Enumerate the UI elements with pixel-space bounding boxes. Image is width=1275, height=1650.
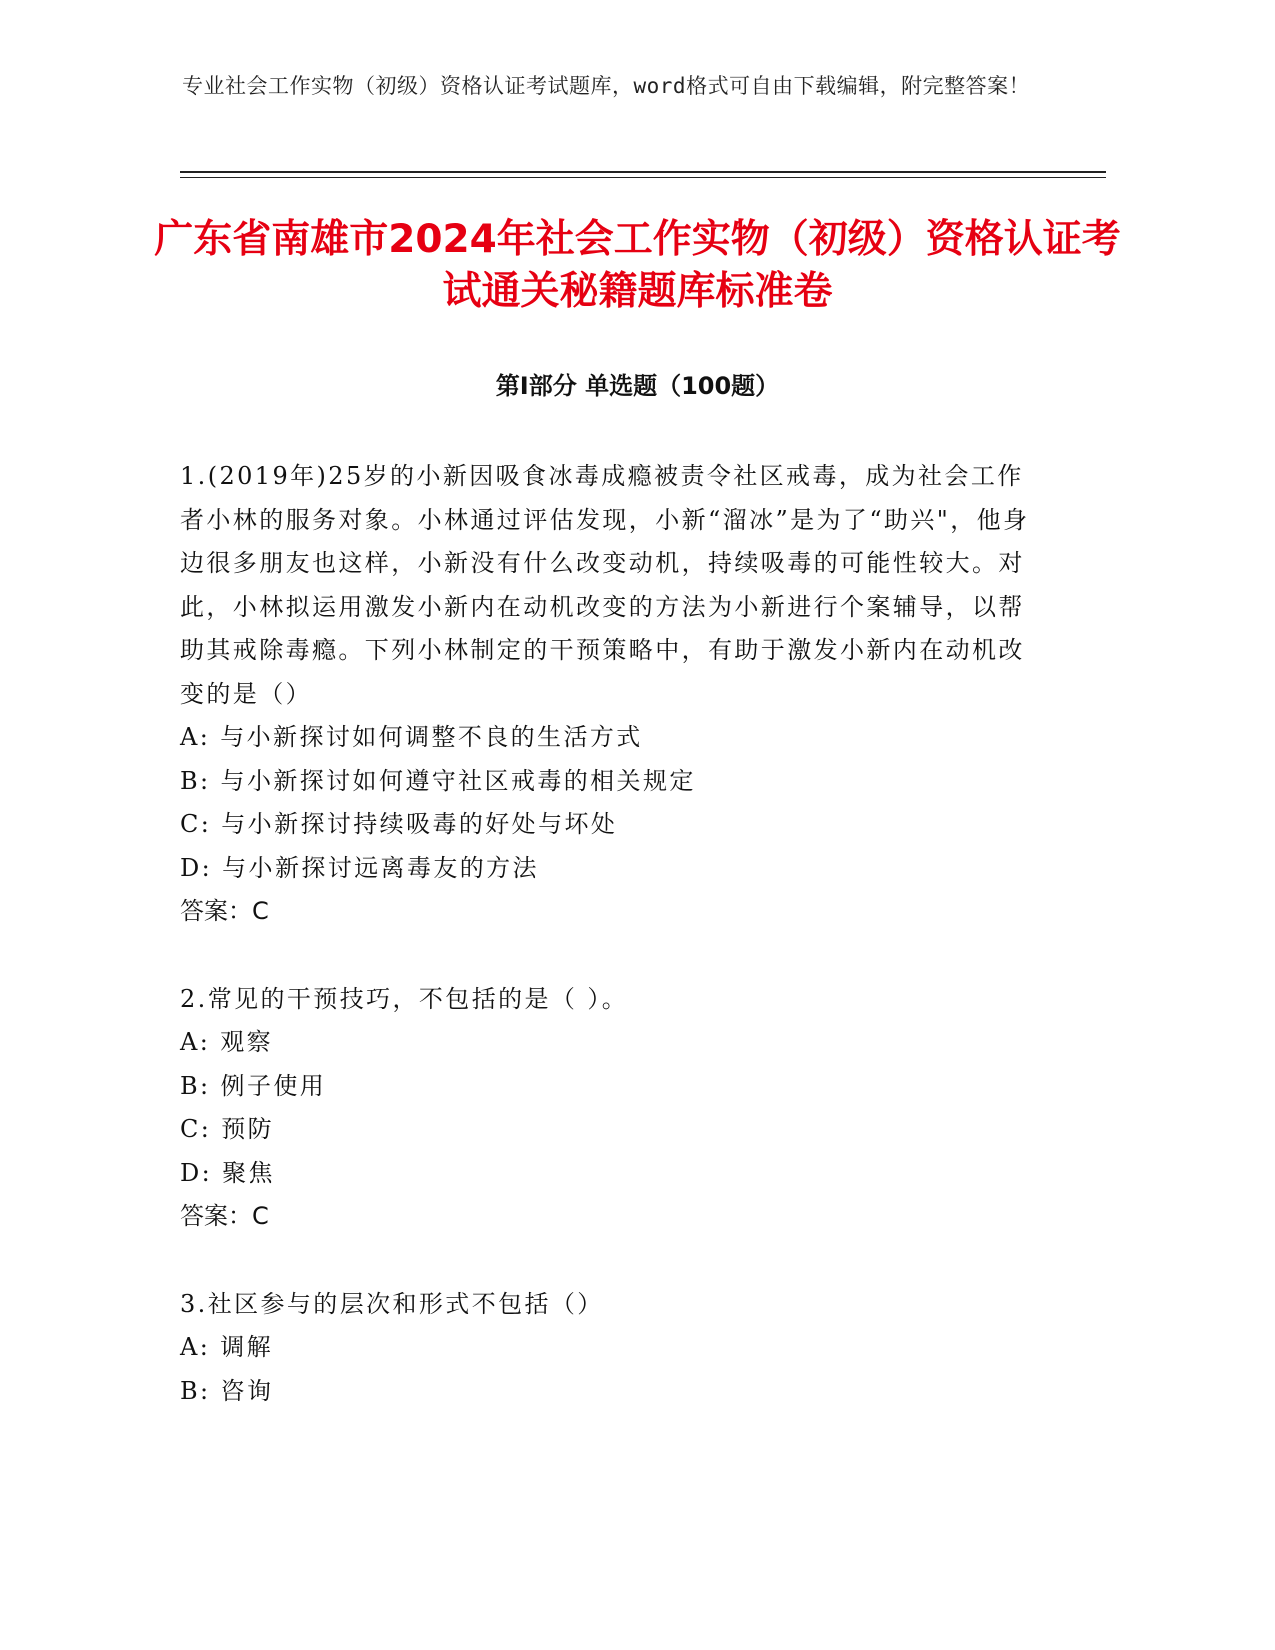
option-a: A: 调解 [180,1333,274,1361]
question-3 [180,1283,1030,1414]
header-divider-thick [180,171,1106,173]
option-a: A: 观察 [180,1028,274,1056]
answer: 答案：C [180,897,269,925]
option-d: D: 与小新探讨远离毒友的方法 [180,853,539,882]
option-d: D: 聚焦 [180,1158,275,1187]
header-divider-thin [180,177,1106,178]
option-b: B: 例子使用 [180,1071,327,1100]
option-a: A: 与小新探讨如何调整不良的生活方式 [180,723,643,751]
header-note: 专业社会工作实物（初级）资格认证考试题库，word格式可自由下载编辑，附完整答案！ [182,74,1031,98]
option-b: B: 与小新探讨如何遵守社区戒毒的相关规定 [180,766,696,795]
question-stem: 1.(2019年)25岁的小新因吸食冰毒成瘾被责令社区戒毒，成为社会工作者小林的服务对象。小林通过评估发现，小新“溜冰”是为了“助兴"，他身边很多朋友也这样，小新没有什么改变动机，持续吸毒的可能性较大。对此，小林拟运用激发小新内在动机改变的方法为小新进行个案辅导，以帮助其戒除毒瘾。下列小林制定的干预策略中，有助于激发小新内在动机改变的是（） [180,462,1030,708]
question-list [180,455,1030,1457]
document-title: 广东省南雄市2024年社会工作实物（初级）资格认证考试通关秘籍题库标准卷 [154,217,1121,314]
answer: 答案：C [180,1202,269,1230]
question-stem: 3.社区参与的层次和形式不包括（） [180,1289,604,1318]
option-b: B: 咨询 [180,1376,274,1405]
section-heading: 第I部分 单选题（100题） [495,372,780,400]
question-stem: 2.常见的干预技巧，不包括的是（ ）。 [180,984,629,1013]
option-c: C: 与小新探讨持续吸毒的好处与坏处 [180,810,618,838]
question-1 [180,455,1030,934]
question-2 [180,978,1030,1239]
option-c: C: 预防 [180,1115,275,1143]
